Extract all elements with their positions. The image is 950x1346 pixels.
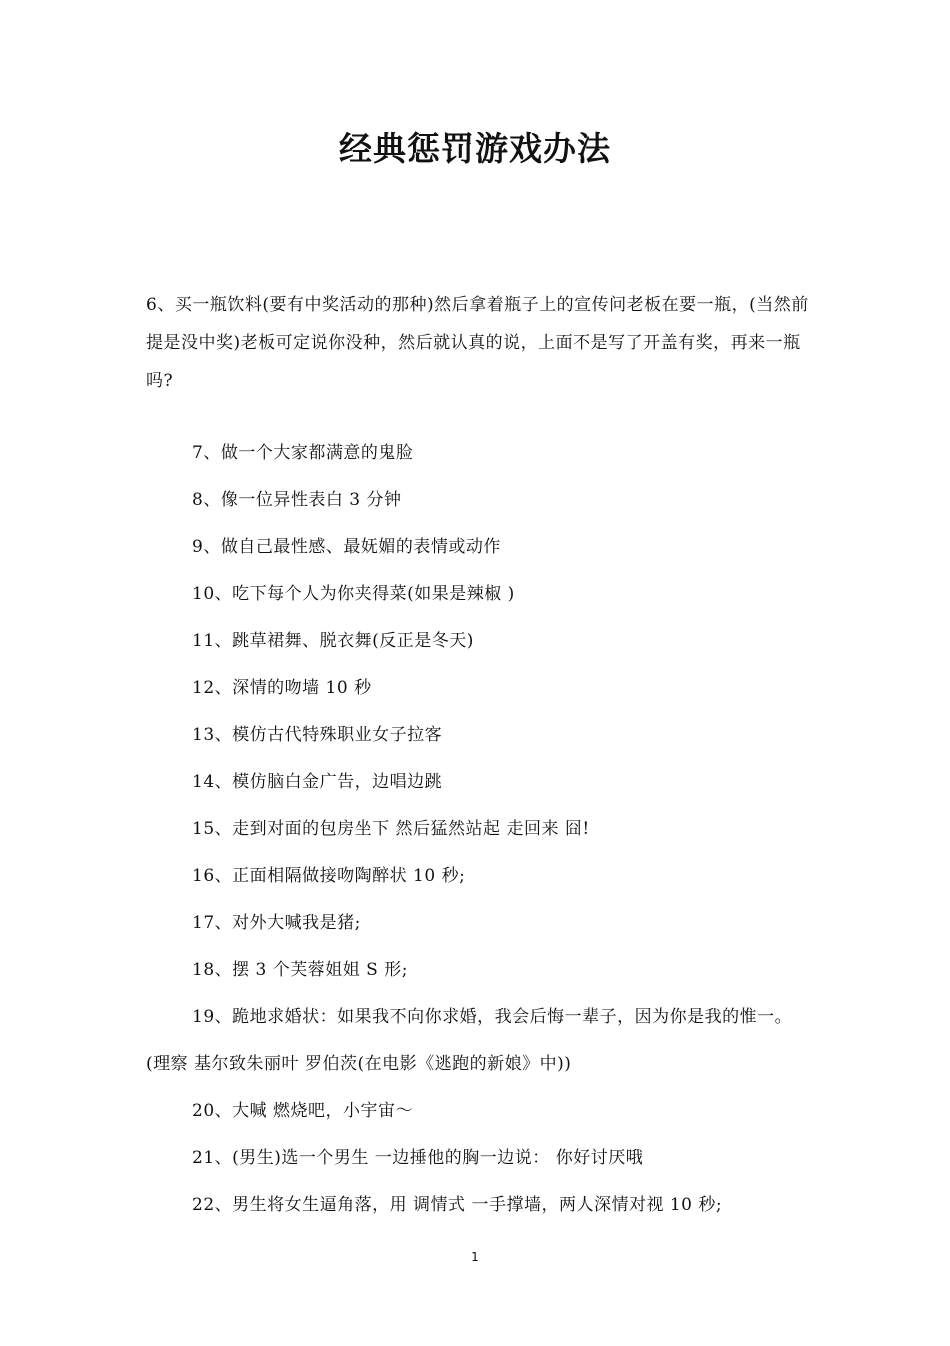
list-item: 15、走到对面的包房坐下 然后猛然站起 走回来 囧! [192, 819, 590, 839]
intro-paragraph: 6、买一瓶饮料(要有中奖活动的那种)然后拿着瓶子上的宣传问老板在要一瓶，(当然前提是没中奖)老板可定说你没种，然后就认真的说，上面不是写了开盖有奖，再来一瓶吗? [146, 295, 809, 391]
punishment-list [146, 430, 810, 1229]
list-item: 8、像一位异性表白 3 分钟 [192, 490, 402, 510]
list-item: 17、对外大喊我是猪; [192, 913, 361, 933]
list-item: 21、(男生)选一个男生 一边捶他的胸一边说： 你好讨厌哦 [192, 1148, 644, 1168]
list-item: 9、做自己最性感、最妩媚的表情或动作 [192, 537, 501, 557]
list-item: 10、吃下每个人为你夹得菜(如果是辣椒 ) [192, 584, 515, 604]
list-item: 11、跳草裙舞、脱衣舞(反正是冬天) [192, 631, 474, 651]
page-number: 1 [471, 1250, 479, 1264]
list-item: 12、深情的吻墙 10 秒 [192, 678, 372, 698]
list-item: 14、模仿脑白金广告，边唱边跳 [192, 772, 443, 792]
list-item: 20、大喊 燃烧吧，小宇宙～ [192, 1101, 414, 1121]
document-title: 经典惩罚游戏办法 [339, 129, 611, 168]
list-item: 18、摆 3 个芙蓉姐姐 S 形; [192, 960, 408, 980]
list-item: 19、跪地求婚状：如果我不向你求婚，我会后悔一辈子，因为你是我的惟一。(理察 基尔致朱丽叶 罗伯茨(在电影《逃跑的新娘》中)) [146, 1007, 793, 1074]
list-item: 13、模仿古代特殊职业女子拉客 [192, 725, 443, 745]
list-item: 22、男生将女生逼角落，用 调情式 一手撑墙，两人深情对视 10 秒; [192, 1195, 723, 1215]
list-item: 7、做一个大家都满意的鬼脸 [192, 443, 414, 463]
list-item: 16、正面相隔做接吻陶醉状 10 秒; [192, 866, 466, 886]
